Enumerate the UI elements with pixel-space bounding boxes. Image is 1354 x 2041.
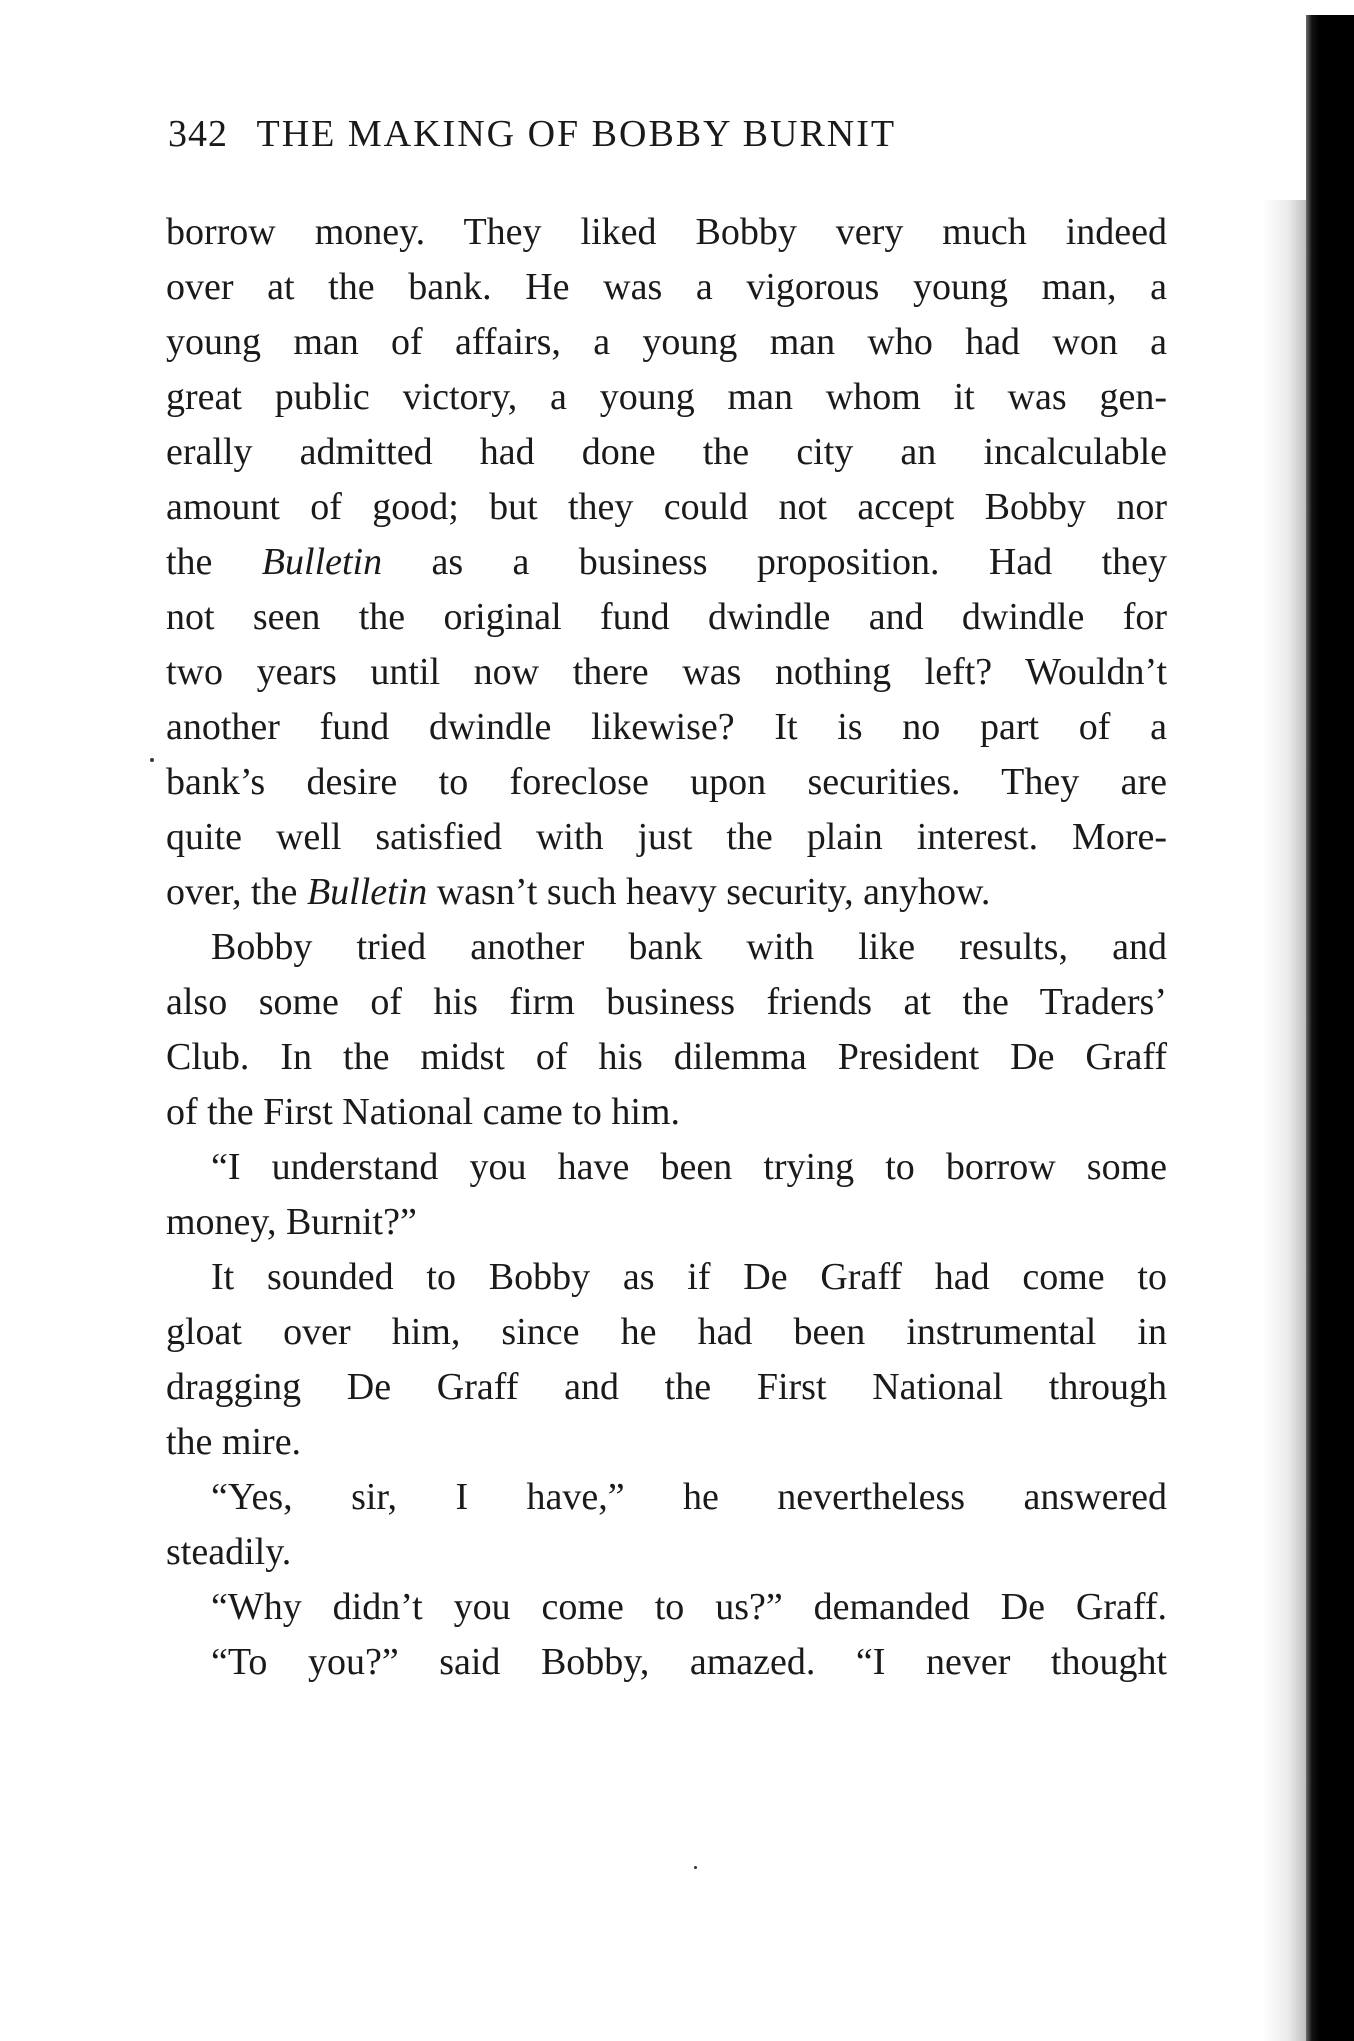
text-line: money, Burnit?” [166, 1201, 417, 1243]
text-line: amount of good; but they could not accept Bobby nor [166, 486, 1167, 528]
text-line: also some of his firm business friends at the Traders’ [166, 981, 1167, 1023]
text-line: not seen the original fund dwindle and dwindle for [166, 596, 1167, 638]
text-line: of the First National came to him. [166, 1091, 680, 1133]
ink-speck [150, 758, 154, 762]
text-line: “Yes, sir, I have,” he nevertheless answered [211, 1476, 1167, 1518]
text-line: over at the bank. He was a vigorous young man, a [166, 266, 1167, 308]
body-text [166, 205, 1167, 1690]
text-line: gloat over him, since he had been instrumental in [166, 1311, 1167, 1353]
text-line: “Why didn’t you come to us?” demanded De Graff. [211, 1586, 1167, 1628]
text-line: quite well satisfied with just the plain interest. More- [166, 816, 1167, 858]
italic-title: Bulletin [261, 541, 383, 583]
text-line: dragging De Graff and the First National through [166, 1366, 1167, 1408]
italic-title: Bulletin [306, 871, 428, 913]
text-line: two years until now there was nothing left? Wouldn’t [166, 651, 1167, 693]
text-line: another fund dwindle likewise? It is no part of a [166, 706, 1167, 748]
running-title: THE MAKING OF BOBBY BURNIT [256, 113, 897, 155]
text-line-italic-bulletin-2: over, the Bulletin wasn’t such heavy security, anyhow. [166, 871, 991, 913]
text-line: erally admitted had done the city an incalculable [166, 431, 1167, 473]
text-line: steadily. [166, 1531, 292, 1573]
text-line: Bobby tried another bank with like results, and [211, 926, 1167, 968]
text-line: young man of affairs, a young man who had won a [166, 321, 1167, 363]
text-line: borrow money. They liked Bobby very much indeed [166, 211, 1167, 253]
text-line: “To you?” said Bobby, amazed. “I never thought [211, 1641, 1167, 1683]
text-line: Club. In the midst of his dilemma President De Graff [166, 1036, 1167, 1078]
binding-edge [1306, 15, 1354, 2041]
ink-speck [694, 1866, 697, 1869]
binding-shadow [1262, 200, 1306, 2041]
page-number: 342 [168, 113, 228, 155]
text-line: “I understand you have been trying to borrow some [211, 1146, 1167, 1188]
text-line: It sounded to Bobby as if De Graff had come to [211, 1256, 1167, 1298]
text-line: the mire. [166, 1421, 302, 1463]
text-line: great public victory, a young man whom it was gen- [166, 376, 1167, 418]
running-head [168, 112, 1168, 156]
text-line: bank’s desire to foreclose upon securities. They are [166, 761, 1167, 803]
text-line-italic-bulletin-1: the Bulletin as a business proposition. Had they [166, 541, 1167, 583]
